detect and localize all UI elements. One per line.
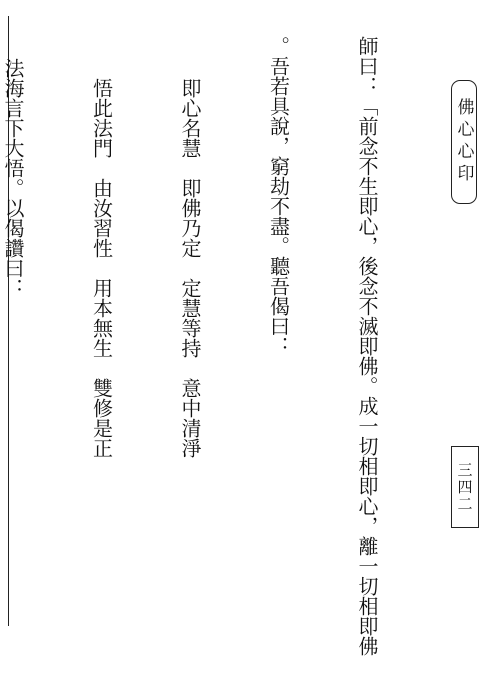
text-column-3: 法海言下大悟。以偈讚曰： bbox=[1, 58, 25, 298]
text-column-2: 。吾若具說，窮劫不盡。聽吾偈曰： bbox=[266, 36, 291, 356]
book-title-tab: 佛心心印 bbox=[451, 80, 477, 204]
vertical-text-body bbox=[1, 36, 440, 656]
text-column-1: 師曰：「前念不生即心，後念不滅即佛。成一切相即心，離一切相即佛 bbox=[355, 36, 379, 656]
verse-column-1: 即心名慧 即佛乃定 定慧等持 意中清淨 bbox=[178, 78, 202, 458]
verse-column-2: 悟此法門 由汝習性 用本無生 雙修是正 bbox=[89, 78, 114, 458]
page-number-box: 三四二 bbox=[451, 446, 479, 528]
